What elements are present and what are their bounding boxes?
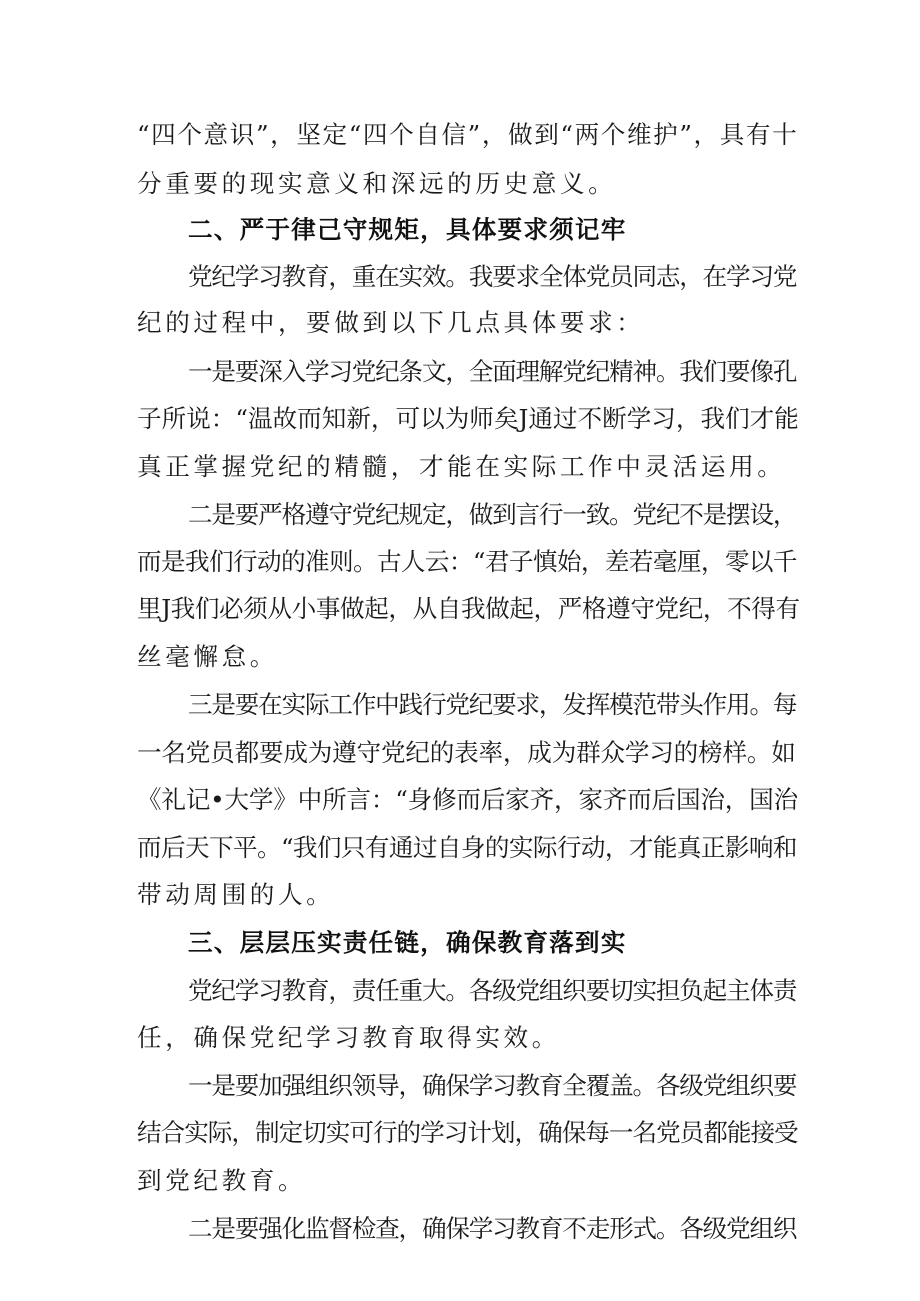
- section-heading: 二、严于律己守规矩，具体要求须记牢: [188, 215, 627, 244]
- body-text-line: 而是我们行动的准则。古人云：“君子慎始，差若毫厘，零以千: [137, 547, 797, 576]
- body-text-line: 《礼记•大学》中所言：“身修而后家齐，家齐而后国治，国治: [137, 785, 798, 814]
- body-text-line: 而后天下平。“我们只有通过自身的实际行动，才能真正影响和: [137, 833, 797, 862]
- section-heading: 三、层层压实责任链，确保教育落到实: [188, 928, 627, 957]
- body-text-line: 丝毫懈怠。: [137, 642, 278, 671]
- body-text-line: 带动周围的人。: [137, 880, 335, 909]
- body-text-line: 一名党员都要成为遵守党纪的表率，成为群众学习的榜样。如: [137, 738, 796, 767]
- paragraph-first-line: 三是要在实际工作中践行党纪要求，发挥模范带头作用。每: [188, 690, 797, 719]
- body-text-line: 任，确保党纪学习教育取得实效。: [137, 1023, 560, 1052]
- body-text-line: 真正掌握党纪的精髓，才能在实际工作中灵活运用。: [137, 452, 786, 481]
- body-text-line: 分重要的现实意义和深远的历史意义。: [137, 169, 617, 198]
- paragraph-first-line: 党纪学习教育，责任重大。各级党组织要切实担负起主体责: [188, 976, 797, 1005]
- paragraph-first-line: 一是要深入学习党纪条文，全面理解党纪精神。我们要像孔: [188, 357, 797, 386]
- paragraph-first-line: 一是要加强组织领导，确保学习教育全覆盖。各级党组织要: [188, 1071, 797, 1100]
- paragraph-first-line: 二是要强化监督检查，确保学习教育不走形式。各级党组织: [188, 1214, 797, 1243]
- body-text-line: 子所说：“温故而知新，可以为师矣J通过不断学习，我们才能: [137, 404, 799, 433]
- paragraph-first-line: 二是要严格遵守党纪规定，做到言行一致。党纪不是摆设，: [188, 500, 797, 529]
- paragraph-first-line: 党纪学习教育，重在实效。我要求全体党员同志，在学习党: [188, 262, 797, 291]
- body-text-line: 里J我们必须从小事做起，从自我做起，严格遵守党纪，不得有: [137, 594, 800, 623]
- body-text-line: 结合实际，制定切实可行的学习计划，确保每一名党员都能接受: [137, 1118, 798, 1147]
- body-text-line: 纪的过程中，要做到以下几点具体要求：: [137, 308, 645, 337]
- body-text-line: “四个意识”，坚定“四个自信”，做到“两个维护”，具有十: [137, 120, 799, 149]
- body-text-line: 到党纪教育。: [137, 1166, 307, 1195]
